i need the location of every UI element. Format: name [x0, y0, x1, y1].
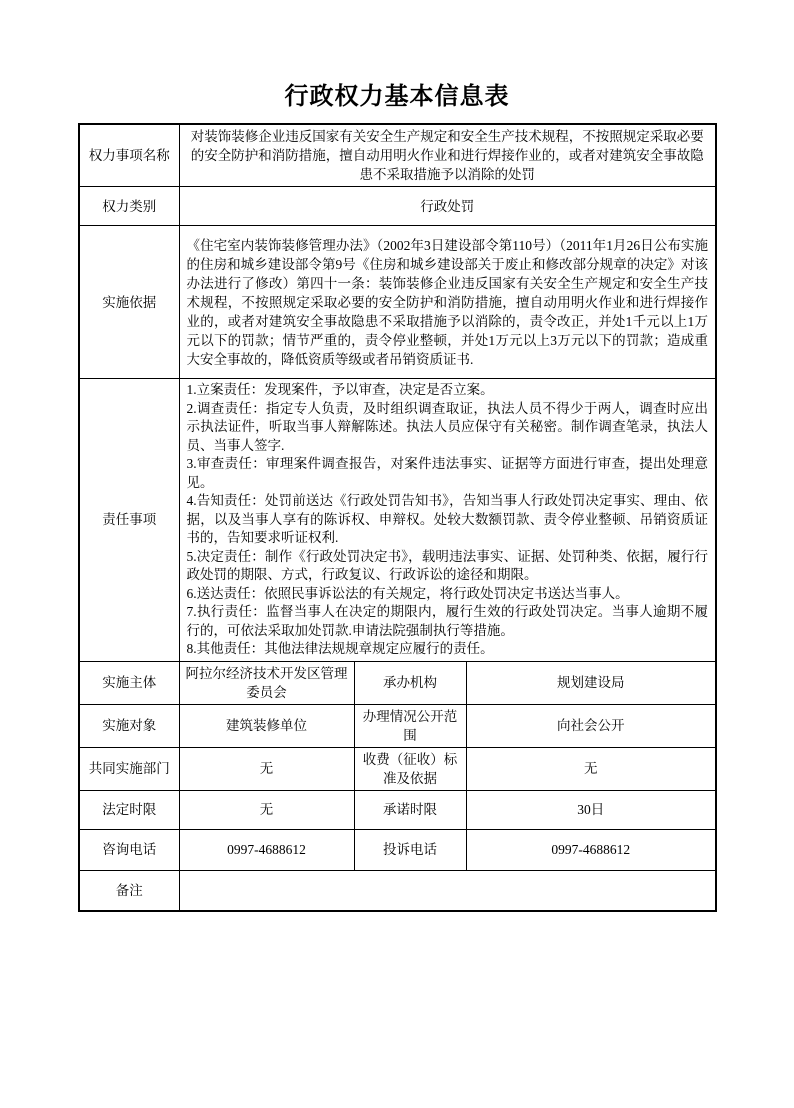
item-name-value: 对装饰装修企业违反国家有关安全生产规定和安全生产技术规程，不按照规定采取必要的安全防护和消防措施，擅自动用明火作业和进行焊接作业的，或者对建筑安全事故隐患不采取措施予以消除的处罚 [179, 124, 716, 187]
target-label: 实施对象 [79, 704, 179, 747]
category-value: 行政处罚 [179, 187, 716, 226]
duty-item-4: 4.告知责任：处罚前送达《行政处罚告知书》，告知当事人行政处罚决定事实、理由、依据，以及当事人享有的陈诉权、申辩权。处较大数额罚款、责令停业整顿、吊销资质证书的，告知要求听证权利. [186, 493, 708, 545]
agency-label: 承办机构 [354, 661, 466, 704]
item-name-label: 权力事项名称 [79, 124, 179, 187]
duty-item-2: 2.调查责任：指定专人负责，及时组织调查取证，执法人员不得少于两人，调查时应出示执法证件，听取当事人辩解陈述。执法人员应保守有关秘密。制作调查笔录，执法人员、当事人签字. [186, 400, 708, 453]
row-duties [79, 379, 716, 662]
agency-value: 规划建设局 [466, 661, 716, 704]
consult-phone-value: 0997-4688612 [179, 829, 354, 870]
subject-value: 阿拉尔经济技术开发区管理委员会 [179, 661, 354, 704]
duty-item-5: 5.决定责任：制作《行政处罚决定书》，载明违法事实、证据、处罚种类、依据，履行行政处罚的期限、方式，行政复议、行政诉讼的途径和期限。 [186, 548, 708, 582]
remarks-label: 备注 [79, 870, 179, 911]
target-value: 建筑装修单位 [179, 704, 354, 747]
promised-time-limit-label: 承诺时限 [354, 790, 466, 829]
legal-time-limit-value: 无 [179, 790, 354, 829]
joint-dept-label: 共同实施部门 [79, 747, 179, 790]
fee-standard-value: 无 [466, 747, 716, 790]
duty-item-8: 8.其他责任：其他法律法规规章规定应履行的责任。 [186, 641, 494, 656]
category-label: 权力类别 [79, 187, 179, 226]
publicity-scope-label: 办理情况公开范围 [354, 704, 466, 747]
row-jointdept-fee [79, 747, 716, 790]
promised-time-limit-value: 30日 [466, 790, 716, 829]
remarks-value [179, 870, 716, 911]
row-remarks [79, 870, 716, 911]
joint-dept-value: 无 [179, 747, 354, 790]
basis-label: 实施依据 [79, 226, 179, 379]
duties-label: 责任事项 [79, 379, 179, 662]
duty-item-6: 6.送达责任：依照民事诉讼法的有关规定，将行政处罚决定书送达当事人。 [186, 585, 629, 601]
row-basis [79, 226, 716, 379]
page-title: 行政权力基本信息表 [284, 84, 510, 110]
info-table [78, 123, 717, 912]
duty-item-3: 3.审查责任：审理案件调查报告，对案件违法事实、证据等方面进行审查，提出处理意见。 [186, 456, 708, 490]
row-time-limits [79, 790, 716, 829]
row-subject-agency [79, 661, 716, 704]
legal-time-limit-label: 法定时限 [79, 790, 179, 829]
row-category [79, 187, 716, 226]
consult-phone-label: 咨询电话 [79, 829, 179, 870]
duty-item-7: 7.执行责任：监督当事人在决定的期限内，履行生效的行政处罚决定。当事人逾期不履行的，可依法采取加处罚款.申请法院强制执行等措施。 [186, 604, 708, 638]
subject-label: 实施主体 [79, 661, 179, 704]
duty-item-1: 1.立案责任：发现案件，予以审查，决定是否立案。 [186, 382, 494, 397]
duties-value [179, 379, 716, 662]
fee-standard-label: 收费（征收）标准及依据 [354, 747, 466, 790]
row-target-publicity [79, 704, 716, 747]
complaint-phone-value: 0997-4688612 [466, 829, 716, 870]
basis-value: 《住宅室内装饰装修管理办法》（2002年3日建设部令第110号）（2011年1月26日公布实施的住房和城乡建设部令第9号《住房和城乡建设部关于废止和修改部分规章的决定》对该办法进行了修改）第四十一条：装饰装修企业违反国家有关安全生产规定和安全生产技术规程，不按照规定采取必要的安全防护和消防措施，擅自动用明火作业和进行焊接作业的，或者对建筑安全事故隐患不采取措施予以消除的，责令改正，并处1千元以上1万元以下的罚款；情节严重的，责令停业整顿，并处1万元以上3万元以下的罚款；造成重大安全事故的，降低资质等级或者吊销资质证书. [179, 226, 716, 379]
row-phones [79, 829, 716, 870]
complaint-phone-label: 投诉电话 [354, 829, 466, 870]
publicity-scope-value: 向社会公开 [466, 704, 716, 747]
row-item-name [79, 124, 716, 187]
